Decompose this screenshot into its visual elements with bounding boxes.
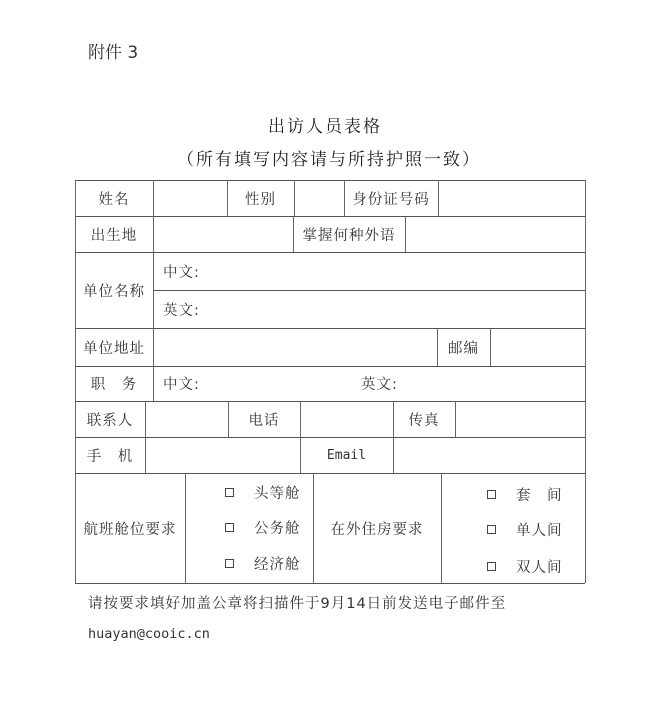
position-cn-field[interactable] (153, 366, 353, 401)
position-en-label: 英文: (361, 377, 398, 393)
mobile-label: 手 机 (86, 448, 134, 465)
contact-field[interactable] (145, 401, 228, 437)
org-name-cn-label: 中文: (163, 264, 200, 281)
email-field[interactable] (393, 437, 585, 473)
attachment-label: 附件 3 (88, 43, 139, 63)
email-label: Email (326, 447, 367, 463)
org-address-field[interactable] (153, 328, 437, 366)
phone-label: 电话 (248, 412, 280, 429)
col-divider (441, 473, 442, 583)
checkbox-icon[interactable] (487, 490, 496, 499)
postcode-label: 邮编 (448, 340, 479, 357)
flight-option-label: 头等舱 (254, 486, 301, 502)
checkbox-icon[interactable] (487, 562, 496, 571)
checkbox-icon[interactable] (225, 523, 234, 532)
form-subtitle: （所有填写内容请与所持护照一致） (177, 150, 481, 170)
flight-option-business[interactable] (225, 517, 301, 538)
flight-option-label: 经济舱 (254, 557, 301, 573)
lodging-option-label: 双人间 (516, 560, 563, 576)
foreign-language-label: 掌握何种外语 (302, 227, 396, 244)
flight-class-label: 航班舱位要求 (83, 521, 177, 538)
flight-option-first[interactable] (225, 482, 301, 503)
flight-option-economy[interactable] (225, 553, 301, 574)
submission-email: huayan@cooic.cn (88, 626, 210, 642)
checkbox-icon[interactable] (487, 525, 496, 534)
phone-field[interactable] (300, 401, 393, 437)
lodging-option-label: 单人间 (516, 523, 563, 539)
fax-field[interactable] (455, 401, 585, 437)
postcode-field[interactable] (490, 328, 585, 366)
foreign-language-field[interactable] (405, 216, 585, 252)
org-name-en-label: 英文: (163, 302, 200, 319)
lodging-label: 在外住房要求 (330, 521, 424, 538)
position-cn-label: 中文: (163, 377, 200, 393)
lodging-option-suite[interactable] (487, 484, 563, 505)
submission-instruction: 请按要求填好加盖公章将扫描件于9月14日前发送电子邮件至 (88, 596, 507, 612)
table-border-bottom (75, 583, 585, 584)
id-number-field[interactable] (438, 180, 585, 216)
lodging-option-label: 套 间 (516, 488, 563, 504)
fax-label: 传真 (408, 412, 440, 429)
name-label: 姓名 (98, 191, 130, 208)
org-address-label: 单位地址 (83, 340, 145, 357)
gender-field[interactable] (294, 180, 344, 216)
birthplace-label: 出生地 (90, 227, 138, 244)
mobile-field[interactable] (145, 437, 300, 473)
birthplace-field[interactable] (153, 216, 293, 252)
org-name-label: 单位名称 (83, 283, 145, 300)
id-number-label: 身份证号码 (352, 191, 430, 208)
position-label: 职 务 (90, 377, 138, 393)
col-divider (185, 473, 186, 583)
checkbox-icon[interactable] (225, 559, 234, 568)
lodging-option-single[interactable] (487, 519, 563, 540)
contact-label: 联系人 (86, 412, 134, 429)
table-border-right (585, 180, 586, 583)
position-en-field[interactable] (353, 366, 585, 401)
name-field[interactable] (153, 180, 227, 216)
org-name-en-field[interactable] (153, 290, 585, 328)
form-title: 出访人员表格 (268, 117, 382, 137)
org-name-cn-field[interactable] (153, 252, 585, 290)
lodging-option-double[interactable] (487, 556, 563, 577)
flight-option-label: 公务舱 (254, 521, 301, 537)
gender-label: 性别 (245, 191, 276, 208)
checkbox-icon[interactable] (225, 488, 234, 497)
